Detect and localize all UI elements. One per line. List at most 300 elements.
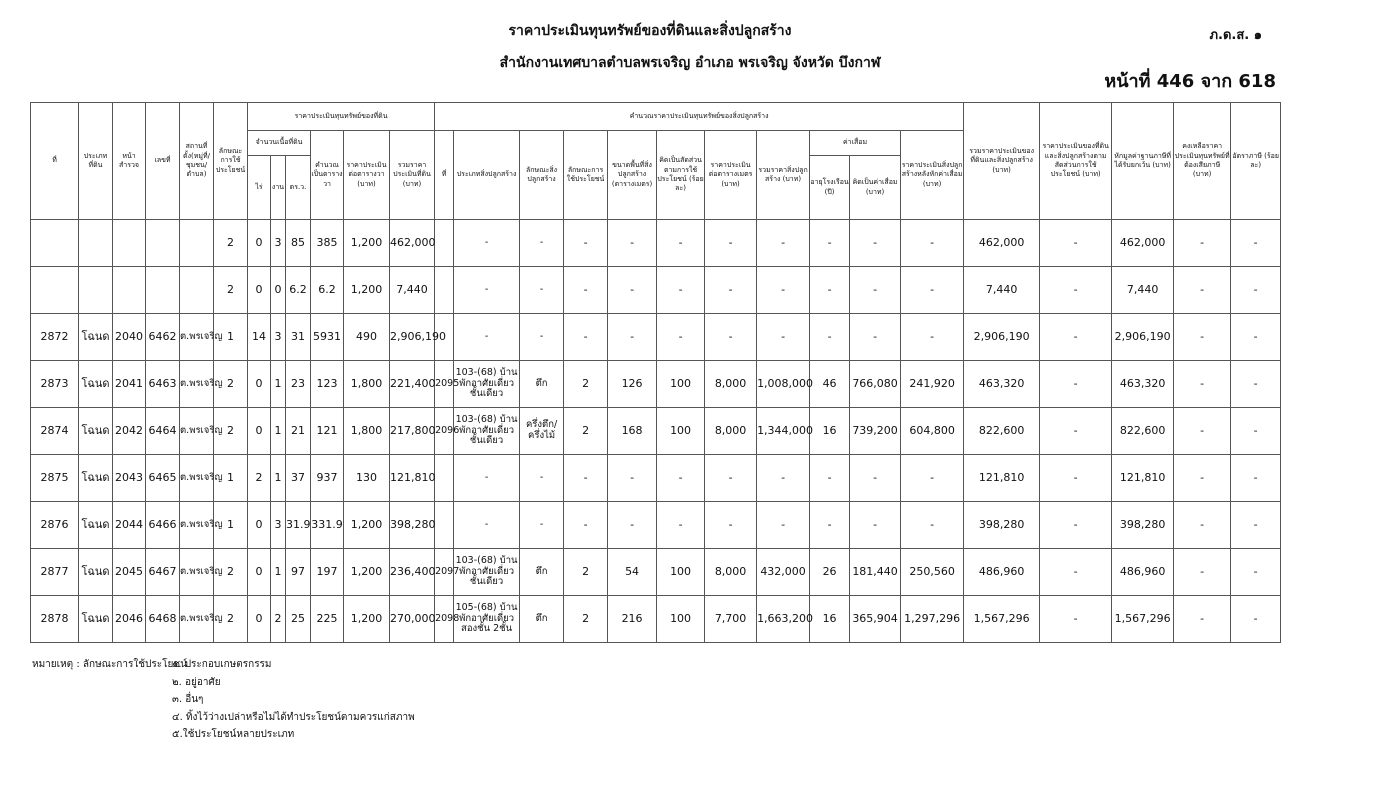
cell-wa: 31 bbox=[286, 314, 311, 361]
cell-b-no: 2095 bbox=[435, 361, 454, 408]
cell-b-nature: - bbox=[520, 314, 564, 361]
cell-taxable: - bbox=[1174, 408, 1231, 455]
cell-land-value: 7,440 bbox=[390, 267, 435, 314]
col-survey-page: หน้าสำรวจ bbox=[113, 103, 146, 220]
cell-share-value: - bbox=[1040, 361, 1112, 408]
cell-b-area: - bbox=[608, 267, 657, 314]
cell-no bbox=[31, 220, 79, 267]
cell-wa: 23 bbox=[286, 361, 311, 408]
cell-total-value: 2,906,190 bbox=[964, 314, 1040, 361]
cell-share-value: - bbox=[1040, 502, 1112, 549]
col-usage: ลักษณะการใช้ประโยชน์ bbox=[214, 103, 248, 220]
cell-b-no bbox=[435, 455, 454, 502]
cell-ngan: 3 bbox=[271, 314, 286, 361]
cell-total-value: 1,567,296 bbox=[964, 596, 1040, 643]
cell-b-usage: 2 bbox=[564, 596, 608, 643]
cell-b-percent: - bbox=[657, 314, 705, 361]
cell-usage: 1 bbox=[214, 502, 248, 549]
cell-b-price-sqm: - bbox=[705, 314, 757, 361]
cell-land-value: 221,400 bbox=[390, 361, 435, 408]
cell-rai: 0 bbox=[248, 361, 271, 408]
cell-no: 2875 bbox=[31, 455, 79, 502]
table-row bbox=[31, 596, 1281, 643]
cell-ngan: 1 bbox=[271, 361, 286, 408]
cell-rai: 0 bbox=[248, 502, 271, 549]
cell-exemption: 462,000 bbox=[1112, 220, 1174, 267]
cell-tax-rate: - bbox=[1231, 361, 1281, 408]
cell-b-usage: 2 bbox=[564, 408, 608, 455]
cell-survey-page: 2043 bbox=[113, 455, 146, 502]
cell-dep-value: - bbox=[850, 455, 901, 502]
cell-rai: 0 bbox=[248, 267, 271, 314]
cell-ngan: 1 bbox=[271, 549, 286, 596]
cell-land-type bbox=[79, 220, 113, 267]
cell-b-net: 1,297,296 bbox=[901, 596, 964, 643]
table-row bbox=[31, 408, 1281, 455]
cell-land-value: 217,800 bbox=[390, 408, 435, 455]
cell-tax-rate: - bbox=[1231, 267, 1281, 314]
col-price-per-wa: ราคาประเมินต่อตารางวา (บาท) bbox=[344, 131, 390, 220]
cell-dep-value: 365,904 bbox=[850, 596, 901, 643]
cell-b-percent: - bbox=[657, 455, 705, 502]
cell-survey-page bbox=[113, 220, 146, 267]
cell-dep-age: 26 bbox=[810, 549, 850, 596]
col-land-value: รวมราคาประเมินที่ดิน (บาท) bbox=[390, 131, 435, 220]
cell-b-type: 105-(68) บ้านพักอาศัยเดี่ยวสองชั้น 2ชั้น bbox=[454, 596, 520, 643]
cell-exemption: 2,906,190 bbox=[1112, 314, 1174, 361]
cell-b-area: - bbox=[608, 314, 657, 361]
cell-sq-wa-total: 123 bbox=[311, 361, 344, 408]
cell-b-nature: ครึ่งตึก/ครึ่งไม้ bbox=[520, 408, 564, 455]
cell-location: ต.พรเจริญ bbox=[180, 596, 214, 643]
cell-price-per-wa: 130 bbox=[344, 455, 390, 502]
notes-item: ๕.ใช้ประโยชน์หลายประเภท bbox=[172, 729, 295, 740]
cell-b-price-sqm: 8,000 bbox=[705, 361, 757, 408]
cell-no: 2872 bbox=[31, 314, 79, 361]
cell-b-nature: - bbox=[520, 220, 564, 267]
cell-land-value: 398,280 bbox=[390, 502, 435, 549]
cell-b-net: - bbox=[901, 455, 964, 502]
col-share-value: ราคาประเมินของที่ดินและสิ่งปลูกสร้างตามสัดส่วนการใช้ประโยชน์ (บาท) bbox=[1040, 103, 1112, 220]
cell-b-usage: - bbox=[564, 267, 608, 314]
cell-b-type: - bbox=[454, 455, 520, 502]
cell-price-per-wa: 1,200 bbox=[344, 267, 390, 314]
col-sq-wa-total: คำนวณเป็นตารางวา bbox=[311, 131, 344, 220]
cell-b-type: - bbox=[454, 502, 520, 549]
cell-tax-rate: - bbox=[1231, 408, 1281, 455]
cell-usage: 2 bbox=[214, 361, 248, 408]
cell-wa: 85 bbox=[286, 220, 311, 267]
col-tax-rate: อัตราภาษี (ร้อยละ) bbox=[1231, 103, 1281, 220]
cell-usage: 1 bbox=[214, 314, 248, 361]
cell-b-nature: - bbox=[520, 267, 564, 314]
notes-item: ๔. ทิ้งไว้ว่างเปล่าหรือไม่ได้ทำประโยชน์ตามควรแก่สภาพ bbox=[172, 711, 415, 723]
cell-land-type: โฉนด bbox=[79, 361, 113, 408]
cell-no: 2874 bbox=[31, 408, 79, 455]
cell-b-area: - bbox=[608, 455, 657, 502]
cell-usage: 2 bbox=[214, 408, 248, 455]
cell-b-usage: - bbox=[564, 455, 608, 502]
cell-location: ต.พรเจริญ bbox=[180, 455, 214, 502]
cell-b-total: - bbox=[757, 314, 810, 361]
cell-survey-page: 2046 bbox=[113, 596, 146, 643]
notes bbox=[32, 656, 415, 744]
cell-deed-no: 6467 bbox=[146, 549, 180, 596]
cell-land-type: โฉนด bbox=[79, 549, 113, 596]
cell-no: 2878 bbox=[31, 596, 79, 643]
cell-tax-rate: - bbox=[1231, 549, 1281, 596]
cell-usage: 1 bbox=[214, 455, 248, 502]
cell-total-value: 462,000 bbox=[964, 220, 1040, 267]
cell-exemption: 398,280 bbox=[1112, 502, 1174, 549]
cell-b-no: 2097 bbox=[435, 549, 454, 596]
cell-land-type bbox=[79, 267, 113, 314]
cell-b-nature: ตึก bbox=[520, 596, 564, 643]
cell-b-nature: - bbox=[520, 455, 564, 502]
cell-tax-rate: - bbox=[1231, 502, 1281, 549]
cell-b-total: 432,000 bbox=[757, 549, 810, 596]
cell-wa: 25 bbox=[286, 596, 311, 643]
cell-b-total: - bbox=[757, 220, 810, 267]
cell-b-no: 2098 bbox=[435, 596, 454, 643]
cell-taxable: - bbox=[1174, 596, 1231, 643]
cell-dep-value: - bbox=[850, 220, 901, 267]
cell-dep-age: - bbox=[810, 267, 850, 314]
cell-b-total: - bbox=[757, 267, 810, 314]
cell-wa: 31.9 bbox=[286, 502, 311, 549]
cell-ngan: 1 bbox=[271, 408, 286, 455]
table-row bbox=[31, 314, 1281, 361]
cell-sq-wa-total: 197 bbox=[311, 549, 344, 596]
cell-land-value: 121,810 bbox=[390, 455, 435, 502]
cell-sq-wa-total: 385 bbox=[311, 220, 344, 267]
cell-b-type: - bbox=[454, 267, 520, 314]
cell-share-value: - bbox=[1040, 408, 1112, 455]
form-code: ภ.ด.ส. ๑ bbox=[1209, 28, 1262, 43]
cell-survey-page: 2041 bbox=[113, 361, 146, 408]
cell-rai: 14 bbox=[248, 314, 271, 361]
cell-price-per-wa: 490 bbox=[344, 314, 390, 361]
cell-ngan: 2 bbox=[271, 596, 286, 643]
cell-b-net: - bbox=[901, 502, 964, 549]
cell-b-usage: - bbox=[564, 314, 608, 361]
col-location: สถานที่ตั้ง(หมู่ที่/ชุมชน/ตำบล) bbox=[180, 103, 214, 220]
col-building-area: ขนาดพื้นที่สิ่งปลูกสร้าง (ตารางเมตร) bbox=[608, 131, 657, 220]
cell-price-per-wa: 1,200 bbox=[344, 549, 390, 596]
cell-b-net: - bbox=[901, 314, 964, 361]
cell-price-per-wa: 1,800 bbox=[344, 361, 390, 408]
cell-wa: 6.2 bbox=[286, 267, 311, 314]
cell-b-nature: - bbox=[520, 502, 564, 549]
cell-ngan: 3 bbox=[271, 220, 286, 267]
col-building-price-sqm: ราคาประเมินต่อตารางเมตร (บาท) bbox=[705, 131, 757, 220]
cell-exemption: 486,960 bbox=[1112, 549, 1174, 596]
cell-no: 2877 bbox=[31, 549, 79, 596]
cell-b-total: 1,008,000 bbox=[757, 361, 810, 408]
cell-dep-value: - bbox=[850, 502, 901, 549]
col-total-value: รวมราคาประเมินของที่ดินและสิ่งปลูกสร้าง (บาท) bbox=[964, 103, 1040, 220]
cell-ngan: 0 bbox=[271, 267, 286, 314]
table-row bbox=[31, 267, 1281, 314]
cell-share-value: - bbox=[1040, 596, 1112, 643]
cell-location: ต.พรเจริญ bbox=[180, 549, 214, 596]
cell-total-value: 486,960 bbox=[964, 549, 1040, 596]
cell-deed-no: 6464 bbox=[146, 408, 180, 455]
col-dep-age: อายุโรงเรือน (ปี) bbox=[810, 156, 850, 220]
cell-deed-no: 6465 bbox=[146, 455, 180, 502]
cell-b-total: - bbox=[757, 455, 810, 502]
group-building-value: คำนวณราคาประเมินทุนทรัพย์ของสิ่งปลูกสร้าง bbox=[435, 103, 964, 131]
cell-price-per-wa: 1,200 bbox=[344, 502, 390, 549]
col-ngan: งาน bbox=[271, 156, 286, 220]
cell-land-type: โฉนด bbox=[79, 408, 113, 455]
cell-land-type: โฉนด bbox=[79, 455, 113, 502]
cell-b-usage: 2 bbox=[564, 549, 608, 596]
cell-b-percent: 100 bbox=[657, 361, 705, 408]
cell-b-no bbox=[435, 220, 454, 267]
cell-location: ต.พรเจริญ bbox=[180, 361, 214, 408]
cell-taxable: - bbox=[1174, 267, 1231, 314]
cell-tax-rate: - bbox=[1231, 596, 1281, 643]
table-row bbox=[31, 455, 1281, 502]
cell-b-net: - bbox=[901, 220, 964, 267]
cell-location: ต.พรเจริญ bbox=[180, 408, 214, 455]
cell-sq-wa-total: 331.9 bbox=[311, 502, 344, 549]
cell-land-value: 236,400 bbox=[390, 549, 435, 596]
cell-b-area: - bbox=[608, 220, 657, 267]
cell-b-net: 241,920 bbox=[901, 361, 964, 408]
cell-price-per-wa: 1,800 bbox=[344, 408, 390, 455]
cell-b-percent: - bbox=[657, 502, 705, 549]
table-row bbox=[31, 502, 1281, 549]
cell-total-value: 463,320 bbox=[964, 361, 1040, 408]
cell-dep-age: - bbox=[810, 314, 850, 361]
cell-price-per-wa: 1,200 bbox=[344, 220, 390, 267]
cell-location: ต.พรเจริญ bbox=[180, 502, 214, 549]
cell-b-percent: - bbox=[657, 267, 705, 314]
cell-location bbox=[180, 220, 214, 267]
cell-dep-age: 16 bbox=[810, 408, 850, 455]
cell-b-type: 103-(68) บ้านพักอาศัยเดี่ยวชั้นเดียว bbox=[454, 408, 520, 455]
group-land-area: จำนวนเนื้อที่ดิน bbox=[248, 131, 311, 156]
cell-deed-no: 6463 bbox=[146, 361, 180, 408]
cell-wa: 97 bbox=[286, 549, 311, 596]
cell-share-value: - bbox=[1040, 220, 1112, 267]
cell-taxable: - bbox=[1174, 361, 1231, 408]
cell-taxable: - bbox=[1174, 549, 1231, 596]
cell-deed-no bbox=[146, 220, 180, 267]
cell-total-value: 7,440 bbox=[964, 267, 1040, 314]
col-land-type: ประเภทที่ดิน bbox=[79, 103, 113, 220]
cell-usage: 2 bbox=[214, 596, 248, 643]
cell-survey-page: 2045 bbox=[113, 549, 146, 596]
notes-item: ๓. อื่นๆ bbox=[172, 694, 204, 705]
cell-dep-age: 46 bbox=[810, 361, 850, 408]
cell-ngan: 3 bbox=[271, 502, 286, 549]
table-row bbox=[31, 220, 1281, 267]
cell-usage: 2 bbox=[214, 549, 248, 596]
cell-taxable: - bbox=[1174, 220, 1231, 267]
cell-sq-wa-total: 6.2 bbox=[311, 267, 344, 314]
cell-b-price-sqm: 8,000 bbox=[705, 408, 757, 455]
cell-b-percent: 100 bbox=[657, 408, 705, 455]
page-info: หน้าที่ 446 จาก 618 bbox=[1104, 71, 1276, 92]
group-land-value: ราคาประเมินทุนทรัพย์ของที่ดิน bbox=[248, 103, 435, 131]
cell-deed-no: 6468 bbox=[146, 596, 180, 643]
cell-b-percent: 100 bbox=[657, 549, 705, 596]
col-rai: ไร่ bbox=[248, 156, 271, 220]
cell-b-price-sqm: - bbox=[705, 267, 757, 314]
cell-b-net: - bbox=[901, 267, 964, 314]
cell-b-usage: - bbox=[564, 220, 608, 267]
col-building-net: ราคาประเมินสิ่งปลูกสร้างหลังหักค่าเสื่อม (บาท) bbox=[901, 131, 964, 220]
cell-sq-wa-total: 5931 bbox=[311, 314, 344, 361]
cell-total-value: 121,810 bbox=[964, 455, 1040, 502]
cell-survey-page: 2042 bbox=[113, 408, 146, 455]
cell-b-no bbox=[435, 502, 454, 549]
cell-dep-value: 739,200 bbox=[850, 408, 901, 455]
cell-land-value: 270,000 bbox=[390, 596, 435, 643]
cell-b-type: - bbox=[454, 314, 520, 361]
col-wa: ตร.ว. bbox=[286, 156, 311, 220]
cell-b-area: 168 bbox=[608, 408, 657, 455]
cell-dep-value: - bbox=[850, 267, 901, 314]
cell-survey-page bbox=[113, 267, 146, 314]
table-row bbox=[31, 549, 1281, 596]
cell-b-area: 126 bbox=[608, 361, 657, 408]
cell-b-nature: ตึก bbox=[520, 361, 564, 408]
cell-land-value: 462,000 bbox=[390, 220, 435, 267]
cell-taxable: - bbox=[1174, 455, 1231, 502]
cell-location: ต.พรเจริญ bbox=[180, 314, 214, 361]
col-building-nature: ลักษณะสิ่งปลูกสร้าง bbox=[520, 131, 564, 220]
col-taxable: คงเหลือราคาประเมินทุนทรัพย์ที่ต้องเสียภาษี (บาท) bbox=[1174, 103, 1231, 220]
cell-share-value: - bbox=[1040, 314, 1112, 361]
group-depreciation: ค่าเสื่อม bbox=[810, 131, 901, 156]
cell-rai: 0 bbox=[248, 408, 271, 455]
cell-sq-wa-total: 937 bbox=[311, 455, 344, 502]
cell-dep-value: - bbox=[850, 314, 901, 361]
cell-dep-age: 16 bbox=[810, 596, 850, 643]
notes-title: หมายเหตุ : ลักษณะการใช้ประโยชน์ bbox=[32, 659, 187, 670]
cell-b-type: 103-(68) บ้านพักอาศัยเดี่ยวชั้นเดียว bbox=[454, 361, 520, 408]
cell-location bbox=[180, 267, 214, 314]
cell-deed-no: 6462 bbox=[146, 314, 180, 361]
cell-deed-no bbox=[146, 267, 180, 314]
cell-land-type: โฉนด bbox=[79, 502, 113, 549]
cell-b-area: - bbox=[608, 502, 657, 549]
cell-wa: 37 bbox=[286, 455, 311, 502]
table-row bbox=[31, 361, 1281, 408]
cell-b-type: 103-(68) บ้านพักอาศัยเดี่ยวชั้นเดียว bbox=[454, 549, 520, 596]
cell-usage: 2 bbox=[214, 267, 248, 314]
cell-sq-wa-total: 225 bbox=[311, 596, 344, 643]
cell-share-value: - bbox=[1040, 267, 1112, 314]
cell-b-type: - bbox=[454, 220, 520, 267]
cell-b-percent: - bbox=[657, 220, 705, 267]
cell-share-value: - bbox=[1040, 455, 1112, 502]
cell-tax-rate: - bbox=[1231, 455, 1281, 502]
cell-b-no bbox=[435, 267, 454, 314]
cell-taxable: - bbox=[1174, 502, 1231, 549]
notes-item: ๑. ประกอบเกษตรกรรม bbox=[172, 659, 272, 670]
cell-share-value: - bbox=[1040, 549, 1112, 596]
col-building-no: ที่ bbox=[435, 131, 454, 220]
cell-b-price-sqm: - bbox=[705, 220, 757, 267]
cell-dep-value: 766,080 bbox=[850, 361, 901, 408]
cell-price-per-wa: 1,200 bbox=[344, 596, 390, 643]
cell-no: 2876 bbox=[31, 502, 79, 549]
col-building-type: ประเภทสิ่งปลูกสร้าง bbox=[454, 131, 520, 220]
cell-b-price-sqm: - bbox=[705, 502, 757, 549]
cell-total-value: 398,280 bbox=[964, 502, 1040, 549]
cell-b-net: 250,560 bbox=[901, 549, 964, 596]
cell-exemption: 463,320 bbox=[1112, 361, 1174, 408]
cell-b-area: 54 bbox=[608, 549, 657, 596]
cell-b-price-sqm: 8,000 bbox=[705, 549, 757, 596]
cell-b-nature: ตึก bbox=[520, 549, 564, 596]
cell-taxable: - bbox=[1174, 314, 1231, 361]
cell-no: 2873 bbox=[31, 361, 79, 408]
cell-b-price-sqm: 7,700 bbox=[705, 596, 757, 643]
cell-survey-page: 2040 bbox=[113, 314, 146, 361]
cell-tax-rate: - bbox=[1231, 314, 1281, 361]
cell-land-value: 2,906,190 bbox=[390, 314, 435, 361]
col-dep-value: คิดเป็นค่าเสื่อม (บาท) bbox=[850, 156, 901, 220]
cell-exemption: 121,810 bbox=[1112, 455, 1174, 502]
cell-b-usage: 2 bbox=[564, 361, 608, 408]
notes-item: ๒. อยู่อาศัย bbox=[172, 676, 221, 688]
cell-land-type: โฉนด bbox=[79, 596, 113, 643]
cell-survey-page: 2044 bbox=[113, 502, 146, 549]
cell-exemption: 822,600 bbox=[1112, 408, 1174, 455]
cell-dep-age: - bbox=[810, 502, 850, 549]
report-subtitle: สำนักงานเทศบาลตำบลพรเจริญ อำเภอ พรเจริญ จังหวัด บึงกาฬ bbox=[499, 55, 881, 71]
cell-b-no: 2096 bbox=[435, 408, 454, 455]
cell-land-type: โฉนด bbox=[79, 314, 113, 361]
report-title: ราคาประเมินทุนทรัพย์ของที่ดินและสิ่งปลูกสร้าง bbox=[508, 23, 792, 39]
cell-b-price-sqm: - bbox=[705, 455, 757, 502]
cell-exemption: 1,567,296 bbox=[1112, 596, 1174, 643]
cell-wa: 21 bbox=[286, 408, 311, 455]
cell-dep-value: 181,440 bbox=[850, 549, 901, 596]
cell-usage: 2 bbox=[214, 220, 248, 267]
col-exemption: หักมูลค่าฐานภาษีที่ได้รับยกเว้น (บาท) bbox=[1112, 103, 1174, 220]
cell-b-total: 1,663,200 bbox=[757, 596, 810, 643]
cell-sq-wa-total: 121 bbox=[311, 408, 344, 455]
cell-b-net: 604,800 bbox=[901, 408, 964, 455]
cell-deed-no: 6466 bbox=[146, 502, 180, 549]
cell-dep-age: - bbox=[810, 455, 850, 502]
cell-b-usage: - bbox=[564, 502, 608, 549]
col-building-percent: คิดเป็นสัดส่วนตามการใช้ประโยชน์ (ร้อยละ) bbox=[657, 131, 705, 220]
cell-b-total: - bbox=[757, 502, 810, 549]
col-building-usage: ลักษณะการใช้ประโยชน์ bbox=[564, 131, 608, 220]
col-no: ที่ bbox=[31, 103, 79, 220]
cell-rai: 0 bbox=[248, 220, 271, 267]
cell-b-area: 216 bbox=[608, 596, 657, 643]
cell-tax-rate: - bbox=[1231, 220, 1281, 267]
cell-b-percent: 100 bbox=[657, 596, 705, 643]
cell-rai: 2 bbox=[248, 455, 271, 502]
cell-no bbox=[31, 267, 79, 314]
cell-rai: 0 bbox=[248, 549, 271, 596]
cell-b-total: 1,344,000 bbox=[757, 408, 810, 455]
cell-exemption: 7,440 bbox=[1112, 267, 1174, 314]
cell-ngan: 1 bbox=[271, 455, 286, 502]
cell-rai: 0 bbox=[248, 596, 271, 643]
cell-dep-age: - bbox=[810, 220, 850, 267]
